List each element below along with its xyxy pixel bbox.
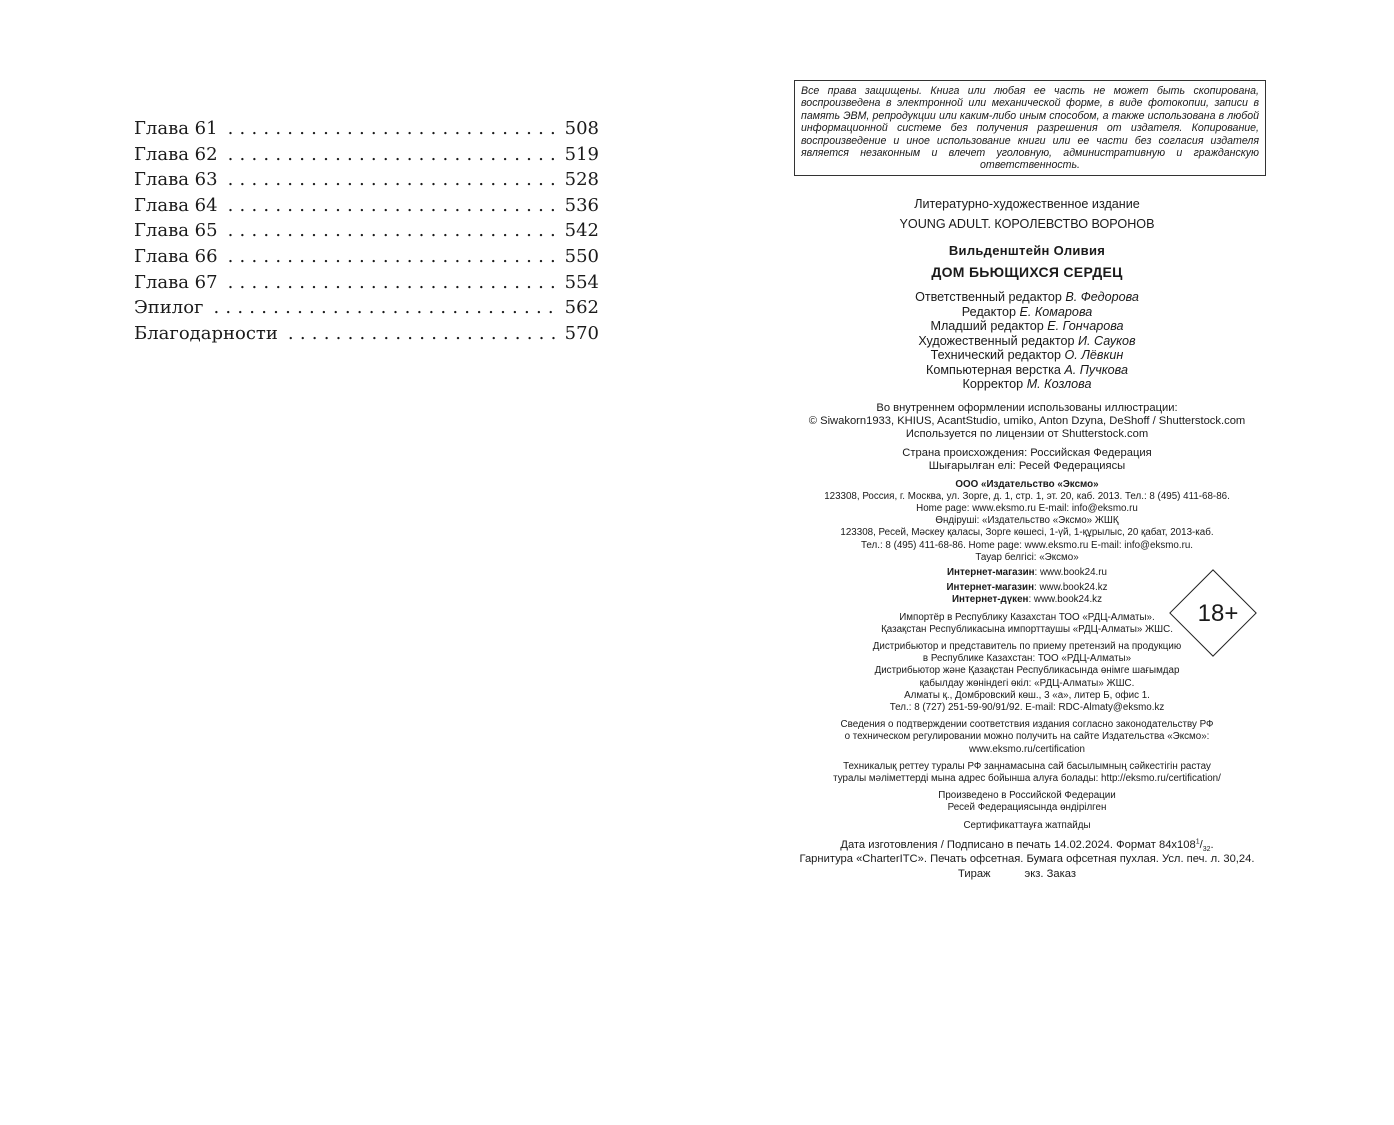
format-denominator: 32 <box>1202 846 1211 854</box>
publisher-trademark: Тауар белгісі: «Эксмо» <box>975 551 1079 563</box>
table-of-contents <box>134 118 599 348</box>
publisher-info <box>780 479 1274 832</box>
certification-exempt: Сертификаттауға жатпайды <box>963 819 1091 831</box>
distributor-line: Дистрибьютор және Қазақстан Республикасында өнімге шағымдар <box>874 665 1180 677</box>
toc-entry-label: Глава 65 <box>134 220 218 242</box>
publisher-kz-address: 123308, Ресей, Мәскеу қаласы, Зорге көшесі, 1-үй, 1-құрылыс, 20 қабат, 2013-каб. <box>840 527 1214 539</box>
toc-entry-label: Глава 66 <box>134 245 218 267</box>
shop-url: : www.book24.ru <box>1034 566 1107 578</box>
credit-person: Е. Комарова <box>1019 304 1093 319</box>
shop-label: Интернет-дүкен <box>952 594 1029 606</box>
illustrations-credits: © Siwakorn1933, KHIUS, AcantStudio, umiko, Anton Dzyna, DeShoff / Shutterstock.com <box>808 414 1246 427</box>
credit-person: Е. Гончарова <box>1047 319 1124 333</box>
credit-role: Корректор <box>962 377 1024 391</box>
credits-list <box>780 290 1274 392</box>
printing-date-line: Дата изготовления / Подписано в печать 14.02.2024. Формат $84x108^1/_{32}$. <box>840 838 1214 854</box>
publisher-kz-contact: Тел.: 8 (495) 411-68-86. Home page: www.eksmo.ru E-mail: info@eksmo.ru. <box>860 539 1194 551</box>
shop-url: : www.book24.kz <box>1028 594 1102 606</box>
toc-entry-page: 508 <box>564 118 599 139</box>
certification-url: www.eksmo.ru/certification <box>969 743 1085 755</box>
produced-ru: Произведено в Российской Федерации <box>938 790 1116 802</box>
toc-row <box>134 195 599 221</box>
credit-role: Художественный редактор <box>918 333 1075 348</box>
book-title: ДОМ БЬЮЩИХСЯ СЕРДЕЦ <box>931 264 1123 280</box>
toc-row <box>134 323 599 349</box>
toc-entry-label: Глава 64 <box>134 194 218 216</box>
credit-role: Редактор <box>961 304 1016 319</box>
distributor-line: Дистрибьютор и представитель по приему претензий на продукцию <box>872 640 1182 652</box>
credit-line <box>780 348 1274 363</box>
toc-row <box>134 220 599 246</box>
imprint-block <box>780 194 1274 881</box>
toc-leader-dots <box>228 246 557 267</box>
produced-kz: Ресей Федерациясында өндірілген <box>947 802 1107 814</box>
format-numerator: 1 <box>1195 838 1200 846</box>
credit-role: Технический редактор <box>930 348 1061 362</box>
format-end: . <box>1210 838 1214 851</box>
toc-row <box>134 169 599 195</box>
shop-label: Интернет-магазин <box>946 582 1034 594</box>
credit-line <box>780 290 1274 305</box>
credit-line <box>780 334 1274 349</box>
toc-entry-label: Благодарности <box>134 322 278 344</box>
shop-line <box>780 567 1274 579</box>
toc-entry-page: 570 <box>564 322 599 344</box>
publisher-name: ООО «Издательство «Эксмо» <box>955 478 1099 490</box>
toc-leader-dots <box>228 195 557 216</box>
printing-run-line <box>780 867 1274 882</box>
importer-ru: Импортёр в Республику Казахстан ТОО «РДЦ-Алматы». <box>899 611 1155 623</box>
run-label: Тираж <box>958 867 991 880</box>
illustrations-license: Используется по лицензии от Shutterstock.com <box>905 427 1149 440</box>
credit-person: О. Лёвкин <box>1064 348 1124 362</box>
toc-entry-page: 550 <box>564 245 599 267</box>
certification-kz-line: туралы мәліметтерді мына адрес бойынша алуға болады: http://eksmo.ru/certification/ <box>833 772 1221 784</box>
toc-entry-label: Глава 62 <box>134 143 218 165</box>
illustrations-line: Во внутреннем оформлении использованы иллюстрации: <box>876 401 1178 414</box>
toc-leader-dots <box>213 297 556 318</box>
printing-typeface: Гарнитура «CharterITC». Печать офсетная. Бумага офсетная пухлая. Усл. печ. л. 30,24. <box>799 853 1255 866</box>
credit-line <box>780 363 1274 378</box>
printing-date: Дата изготовления / Подписано в печать 14.02.2024. Формат 84x108 <box>840 838 1196 851</box>
certification-kz-line: Техникалық реттеу туралы РФ заңнамасына сай басылымның сәйкестігін растау <box>843 760 1211 772</box>
toc-row <box>134 297 599 323</box>
toc-leader-dots <box>288 323 557 344</box>
origin-note <box>780 447 1274 473</box>
publisher-kz-maker: Өндіруші: «Издательство «Эксмо» ЖШҚ <box>935 515 1119 527</box>
origin-kz: Шығарылған елі: Ресей Федерациясы <box>928 459 1126 472</box>
toc-row <box>134 144 599 170</box>
series-name: YOUNG ADULT. КОРОЛЕВСТВО ВОРОНОВ <box>899 217 1155 231</box>
certification-line: Сведения о подтверждении соответствия издания согласно законодательству РФ <box>840 719 1214 731</box>
toc-entry-page: 519 <box>564 143 599 165</box>
credit-role: Компьютерная верстка <box>926 362 1061 377</box>
toc-row <box>134 272 599 298</box>
toc-entry-page: 536 <box>564 194 599 216</box>
toc-row <box>134 118 599 144</box>
credit-line <box>780 377 1274 392</box>
toc-entry-page: 542 <box>564 220 599 242</box>
toc-entry-page: 554 <box>564 271 599 293</box>
age-rating-label: 18+ <box>1197 600 1239 627</box>
toc-entry-page: 562 <box>564 297 599 319</box>
credit-person: М. Козлова <box>1026 377 1092 391</box>
shop-label: Интернет-магазин <box>947 566 1035 578</box>
importer-kz: Қазақстан Республикасына импорттаушы «РДЦ-Алматы» ЖШС. <box>881 623 1173 635</box>
publisher-address: 123308, Россия, г. Москва, ул. Зорге, д. 1, стр. 1, эт. 20, каб. 2013. Тел.: 8 (495) 411-68-86. <box>824 490 1230 502</box>
toc-entry-label: Глава 61 <box>134 118 218 139</box>
distributor-address: Алматы қ., Домбровский көш., 3 «а», литер Б, офис 1. <box>904 689 1150 701</box>
toc-leader-dots <box>228 220 557 241</box>
origin-ru: Страна происхождения: Российская Федерация <box>902 446 1152 459</box>
distributor-line: в Республике Казахстан: ТОО «РДЦ-Алматы» <box>922 653 1132 665</box>
toc-row <box>134 246 599 272</box>
toc-leader-dots <box>228 144 557 165</box>
credit-line <box>780 305 1274 320</box>
toc-leader-dots <box>228 272 557 293</box>
credit-person: А. Пучкова <box>1064 362 1128 377</box>
toc-entry-label: Глава 67 <box>134 271 218 293</box>
credit-person: В. Федорова <box>1065 290 1139 304</box>
toc-entry-label: Глава 63 <box>134 169 218 191</box>
toc-entry-label: Эпилог <box>134 297 204 319</box>
distributor-line: қабылдау жөніндегі өкіл: «РДЦ-Алматы» ЖШС. <box>919 677 1135 689</box>
toc-leader-dots <box>228 169 557 190</box>
credit-person: И. Сауков <box>1077 333 1136 348</box>
printing-info <box>780 838 1274 882</box>
edition-type: Литературно-художественное издание <box>914 197 1140 211</box>
copies-label: экз. Заказ <box>1024 867 1076 880</box>
credit-role: Младший редактор <box>930 319 1044 333</box>
toc-leader-dots <box>228 118 557 139</box>
credit-role: Ответственный редактор <box>915 290 1062 304</box>
shop-url: : www.book24.kz <box>1034 582 1108 594</box>
author-name: Вильденштейн Оливия <box>948 243 1106 258</box>
distributor-contact: Тел.: 8 (727) 251-59-90/91/92. E-mail: RDC-Almaty@eksmo.kz <box>889 701 1165 713</box>
copyright-notice-box: Все права защищены. Книга или любая ее часть не может быть скопирована, воспроизведена в электронной или механической форме, в виде фотокопии, записи в память ЭВМ, репродукции или каким-либо иным способом, а также использована в любой информационной системе без получения разрешения от издателя. Копирование, воспроизведение и иное использование книги или ее части без согласия издателя является незаконным и влечет уголовную, административную и гражданскую ответственность. <box>794 80 1266 176</box>
credit-line <box>780 319 1274 334</box>
publisher-web: Home page: www.eksmo.ru E-mail: info@eksmo.ru <box>916 502 1138 514</box>
certification-line: о техническом регулировании можно получить на сайте Издательства «Эксмо»: <box>844 731 1210 743</box>
toc-entry-page: 528 <box>564 169 599 191</box>
illustrations-note <box>780 402 1274 441</box>
